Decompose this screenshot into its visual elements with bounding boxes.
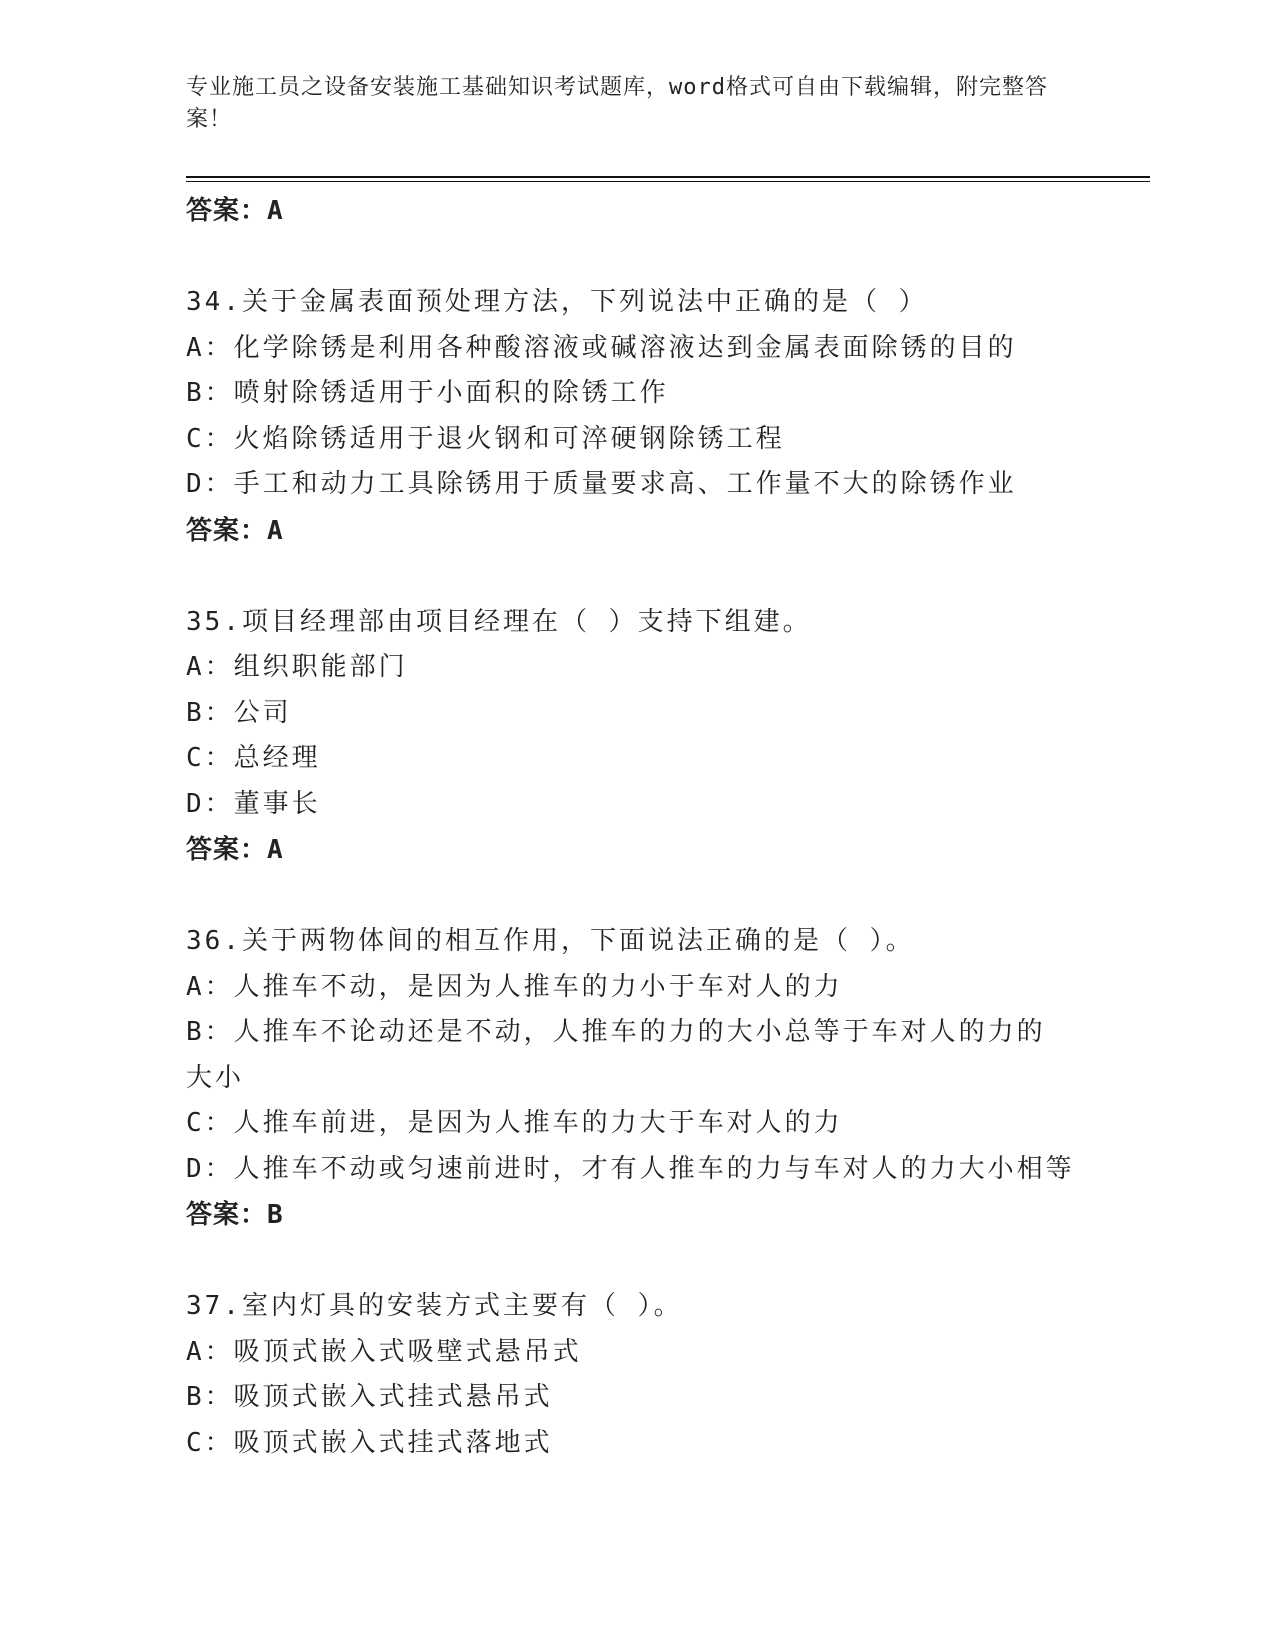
answer-line: 答案：A bbox=[186, 515, 284, 546]
option-c: C：总经理 bbox=[186, 743, 321, 773]
option-c: C：吸顶式嵌入式挂式落地式 bbox=[186, 1427, 553, 1458]
option-b: B：喷射除锈适用于小面积的除锈工作 bbox=[186, 378, 669, 408]
option-d: D：手工和动力工具除锈用于质量要求高、工作量不大的除锈作业 bbox=[186, 469, 1017, 499]
option-a: A：组织职能部门 bbox=[186, 652, 408, 682]
question-stem: 36.关于两物体间的相互作用，下面说法正确的是（ ）。 bbox=[186, 926, 915, 956]
question-block bbox=[186, 280, 1086, 554]
header-rule-thick bbox=[186, 176, 1150, 178]
question-list bbox=[186, 188, 1086, 1466]
option-b: B：人推车不论动还是不动，人推车的力的大小总等于车对人的力的大小 bbox=[186, 1017, 1046, 1093]
option-a: A：人推车不动，是因为人推车的力小于车对人的力 bbox=[186, 971, 843, 1002]
option-a: A：化学除锈是利用各种酸溶液或碱溶液达到金属表面除锈的目的 bbox=[186, 332, 1017, 363]
document-header: 专业施工员之设备安装施工基础知识考试题库，word格式可自由下载编辑，附完整答案！ bbox=[186, 75, 1048, 132]
option-a: A：吸顶式嵌入式吸壁式悬吊式 bbox=[186, 1336, 582, 1367]
question-block bbox=[186, 919, 1086, 1238]
option-d: D：人推车不动或匀速前进时，才有人推车的力与车对人的力大小相等 bbox=[186, 1153, 1075, 1184]
answer-line: 答案：A bbox=[186, 196, 284, 226]
option-b: B：吸顶式嵌入式挂式悬吊式 bbox=[186, 1382, 553, 1412]
question-block bbox=[186, 600, 1086, 874]
option-d: D：董事长 bbox=[186, 788, 321, 819]
question-block bbox=[186, 1284, 1086, 1466]
answer-line: 答案：A bbox=[186, 835, 284, 865]
option-b: B：公司 bbox=[186, 697, 292, 728]
question-stem: 35.项目经理部由项目经理在（ ）支持下组建。 bbox=[186, 606, 812, 637]
option-c: C：火焰除锈适用于退火钢和可淬硬钢除锈工程 bbox=[186, 423, 785, 454]
question-stem: 37.室内灯具的安装方式主要有（ ）。 bbox=[186, 1291, 683, 1321]
option-c: C：人推车前进，是因为人推车的力大于车对人的力 bbox=[186, 1108, 843, 1138]
answer-line: 答案：B bbox=[186, 1200, 284, 1230]
header-rule-thin bbox=[186, 181, 1150, 182]
question-stem: 34.关于金属表面预处理方法，下列说法中正确的是（ ） bbox=[186, 287, 928, 317]
